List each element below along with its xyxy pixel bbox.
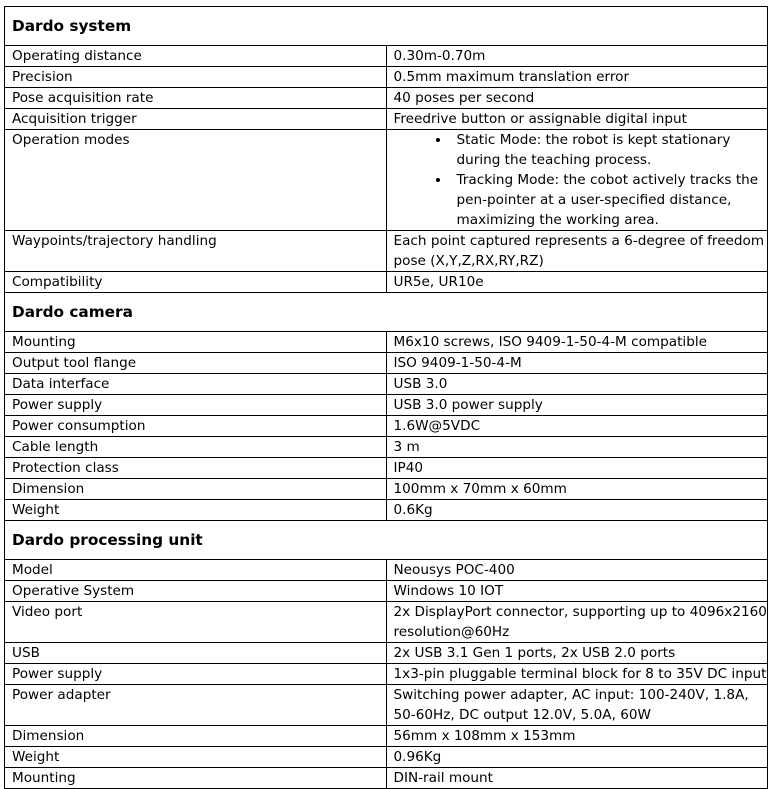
spec-value: 56mm x 108mm x 153mm [386,726,768,747]
table-row [5,581,768,602]
table-row [5,88,768,109]
spec-value: Windows 10 IOT [386,581,768,602]
bullet-item: • Tracking Mode: the cobot actively tracks the pen-pointer at a user-specified distance, maximizing the working area. [451,170,768,230]
spec-label: Video port [5,602,387,643]
spec-label: Dimension [5,479,387,500]
spec-label: Acquisition trigger [5,109,387,130]
spec-value: 2x DisplayPort connector, supporting up to 4096x2160 resolution@60Hz [386,602,768,643]
spec-value: 1x3-pin pluggable terminal block for 8 to 35V DC input [386,664,768,685]
table-row [5,67,768,88]
section-title: Dardo camera [5,293,768,332]
section-title: Dardo system [5,7,768,46]
spec-value: DIN-rail mount [386,768,768,789]
spec-value: 0.96Kg [386,747,768,768]
table-row [5,416,768,437]
table-row [5,46,768,67]
table-row [5,685,768,726]
table-row [5,726,768,747]
spec-label: Protection class [5,458,387,479]
spec-label: Precision [5,67,387,88]
spec-label: USB [5,643,387,664]
spec-label: Cable length [5,437,387,458]
spec-value: Each point captured represents a 6-degree of freedom pose (X,Y,Z,RX,RY,RZ) [386,231,768,272]
table-row [5,479,768,500]
table-row [5,664,768,685]
spec-value: UR5e, UR10e [386,272,768,293]
table-row [5,458,768,479]
table-row [5,130,768,231]
spec-table-body [5,7,768,789]
section-header [5,7,768,46]
table-row [5,272,768,293]
spec-label: Power consumption [5,416,387,437]
spec-label: Operative System [5,581,387,602]
spec-value: 3 m [386,437,768,458]
bullet-item: • Static Mode: the robot is kept stationary during the teaching process. [451,130,768,170]
spec-value: 0.6Kg [386,500,768,521]
spec-label: Model [5,560,387,581]
spec-value: Switching power adapter, AC input: 100-240V, 1.8A, 50-60Hz, DC output 12.0V, 5.0A, 60W [386,685,768,726]
table-row [5,374,768,395]
spec-label: Output tool flange [5,353,387,374]
spec-label: Mounting [5,768,387,789]
spec-value [386,130,768,231]
spec-value: M6x10 screws, ISO 9409-1-50-4-M compatible [386,332,768,353]
spec-value: 2x USB 3.1 Gen 1 ports, 2x USB 2.0 ports [386,643,768,664]
spec-label: Compatibility [5,272,387,293]
spec-value: USB 3.0 power supply [386,395,768,416]
spec-label: Operation modes [5,130,387,231]
spec-value: USB 3.0 [386,374,768,395]
spec-label: Operating distance [5,46,387,67]
table-row [5,768,768,789]
bullet-list [394,130,768,230]
table-row [5,332,768,353]
spec-label: Power adapter [5,685,387,726]
section-title: Dardo processing unit [5,521,768,560]
section-header [5,293,768,332]
spec-value: IP40 [386,458,768,479]
table-row [5,437,768,458]
table-row [5,643,768,664]
table-row [5,395,768,416]
spec-value: 40 poses per second [386,88,768,109]
table-row [5,109,768,130]
spec-value: 0.30m-0.70m [386,46,768,67]
table-row [5,353,768,374]
spec-value: Freedrive button or assignable digital input [386,109,768,130]
spec-value: 0.5mm maximum translation error [386,67,768,88]
spec-label: Dimension [5,726,387,747]
spec-value: 1.6W@5VDC [386,416,768,437]
spec-value: ISO 9409-1-50-4-M [386,353,768,374]
spec-value: Neousys POC-400 [386,560,768,581]
spec-label: Waypoints/trajectory handling [5,231,387,272]
section-header [5,521,768,560]
spec-label: Mounting [5,332,387,353]
table-row [5,231,768,272]
table-row [5,560,768,581]
table-row [5,747,768,768]
spec-label: Weight [5,747,387,768]
spec-label: Pose acquisition rate [5,88,387,109]
spec-label: Power supply [5,664,387,685]
spec-label: Power supply [5,395,387,416]
table-row [5,602,768,643]
spec-value: 100mm x 70mm x 60mm [386,479,768,500]
spec-label: Data interface [5,374,387,395]
spec-label: Weight [5,500,387,521]
table-row [5,500,768,521]
spec-table [4,6,768,789]
